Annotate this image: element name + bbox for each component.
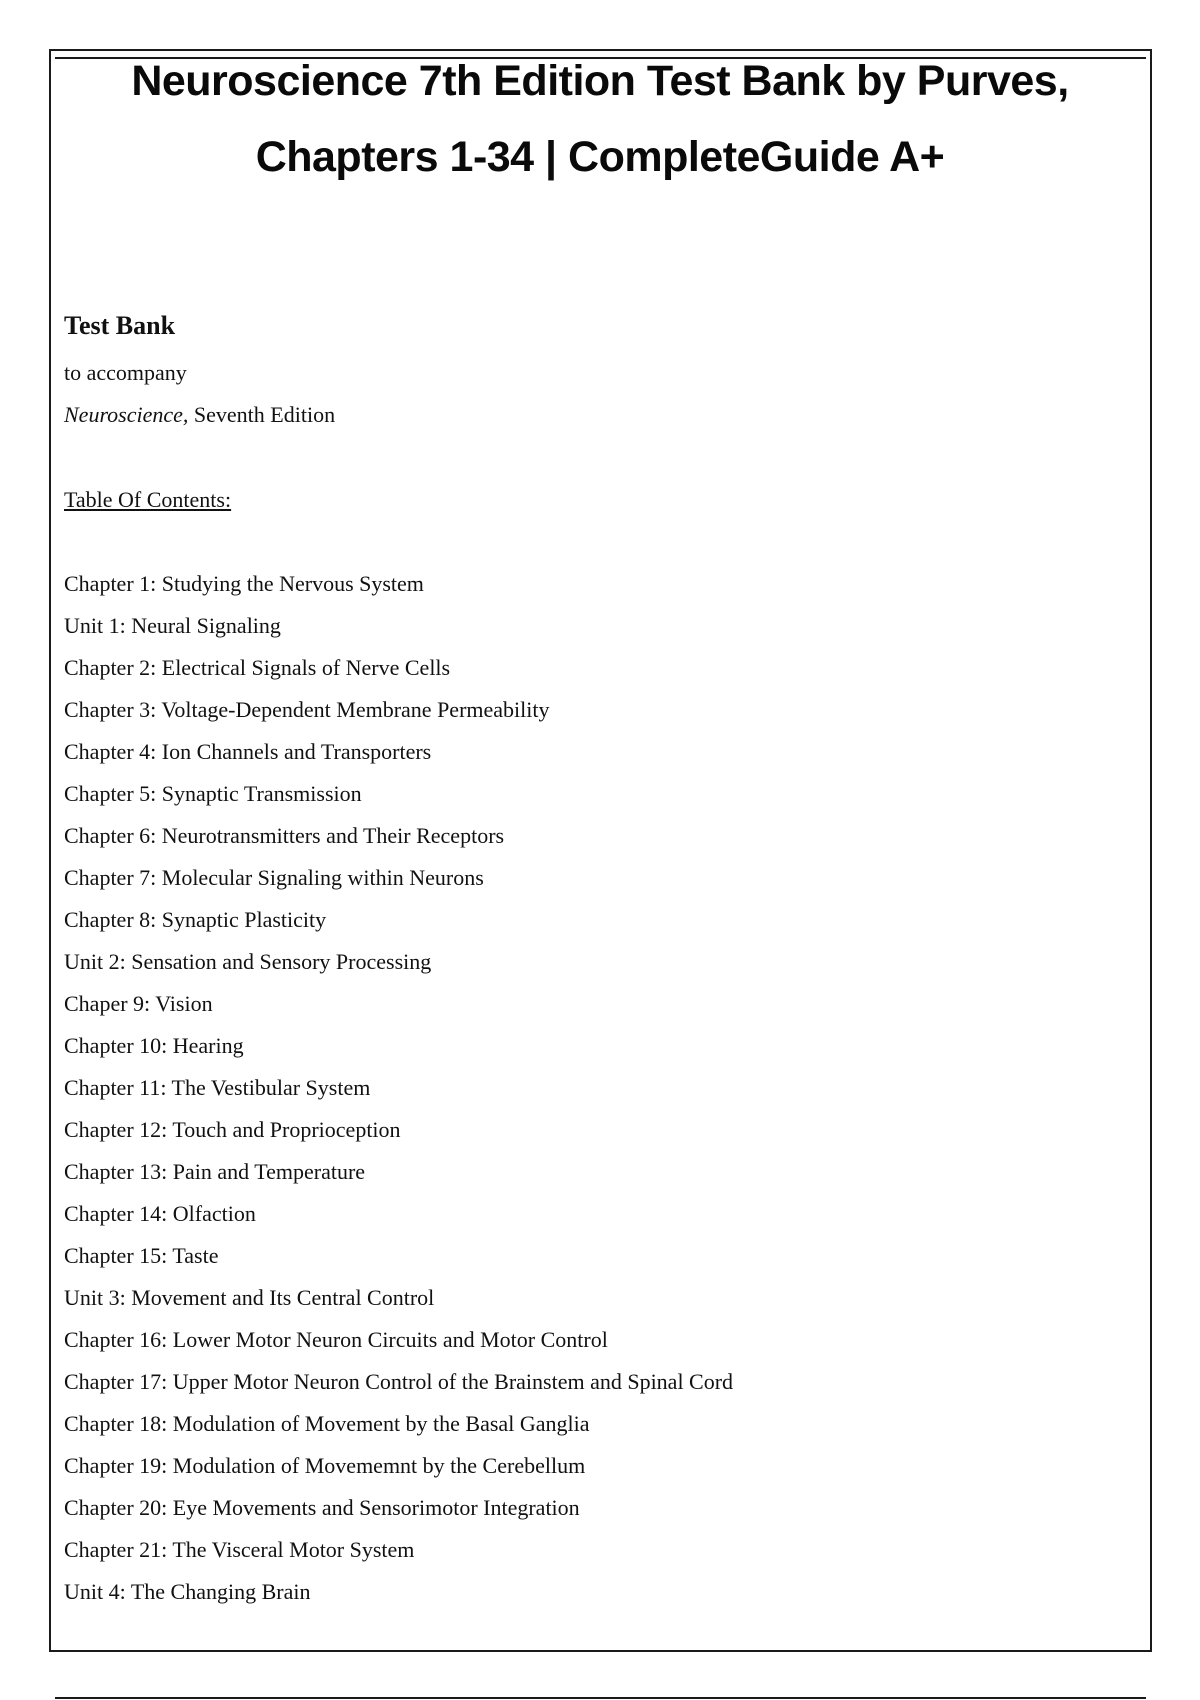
book-title: Neuroscience, bbox=[64, 402, 189, 427]
intro-block bbox=[64, 308, 1064, 436]
toc-item: Unit 3: Movement and Its Central Control bbox=[64, 1285, 435, 1310]
document-title-line-2: Chapters 1-34 | CompleteGuide A+ bbox=[255, 133, 945, 181]
toc-item: Chapter 10: Hearing bbox=[64, 1033, 244, 1058]
toc-item: Unit 4: The Changing Brain bbox=[64, 1579, 311, 1604]
toc-item: Chapter 2: Electrical Signals of Nerve Cells bbox=[64, 655, 451, 680]
toc-item: Chapter 13: Pain and Temperature bbox=[64, 1159, 366, 1184]
toc-list bbox=[64, 563, 1124, 1613]
document-title bbox=[60, 43, 1140, 195]
toc-item: Chaper 9: Vision bbox=[64, 991, 213, 1016]
toc-item: Chapter 14: Olfaction bbox=[64, 1201, 256, 1226]
toc-item: Chapter 17: Upper Motor Neuron Control of the Brainstem and Spinal Cord bbox=[64, 1369, 734, 1394]
toc-item: Unit 1: Neural Signaling bbox=[64, 613, 281, 638]
toc-item: Chapter 4: Ion Channels and Transporters bbox=[64, 739, 432, 764]
book-line bbox=[64, 394, 1064, 436]
toc-item: Chapter 5: Synaptic Transmission bbox=[64, 781, 362, 806]
document-title-line-1: Neuroscience 7th Edition Test Bank by Purves, bbox=[131, 57, 1069, 105]
toc-heading: Table Of Contents: bbox=[64, 487, 232, 512]
toc-item: Chapter 20: Eye Movements and Sensorimotor Integration bbox=[64, 1495, 580, 1520]
toc-item: Chapter 8: Synaptic Plasticity bbox=[64, 907, 327, 932]
test-bank-heading: Test Bank bbox=[64, 311, 176, 340]
toc-item: Chapter 3: Voltage-Dependent Membrane Permeability bbox=[64, 697, 550, 722]
accompany-line: to accompany bbox=[64, 360, 187, 385]
toc-item: Chapter 7: Molecular Signaling within Neurons bbox=[64, 865, 484, 890]
toc-item: Chapter 11: The Vestibular System bbox=[64, 1075, 371, 1100]
toc-item: Unit 2: Sensation and Sensory Processing bbox=[64, 949, 432, 974]
toc-item: Chapter 18: Modulation of Movement by the Basal Ganglia bbox=[64, 1411, 590, 1436]
toc-item: Chapter 21: The Visceral Motor System bbox=[64, 1537, 415, 1562]
toc-item: Chapter 1: Studying the Nervous System bbox=[64, 571, 424, 596]
toc-item: Chapter 16: Lower Motor Neuron Circuits and Motor Control bbox=[64, 1327, 608, 1352]
toc-item: Chapter 15: Taste bbox=[64, 1243, 219, 1268]
book-edition: Seventh Edition bbox=[188, 402, 336, 427]
bottom-rule bbox=[55, 1697, 1146, 1699]
toc-item: Chapter 19: Modulation of Movememnt by the Cerebellum bbox=[64, 1453, 586, 1478]
toc-item: Chapter 12: Touch and Proprioception bbox=[64, 1117, 401, 1142]
toc-item: Chapter 6: Neurotransmitters and Their Receptors bbox=[64, 823, 505, 848]
